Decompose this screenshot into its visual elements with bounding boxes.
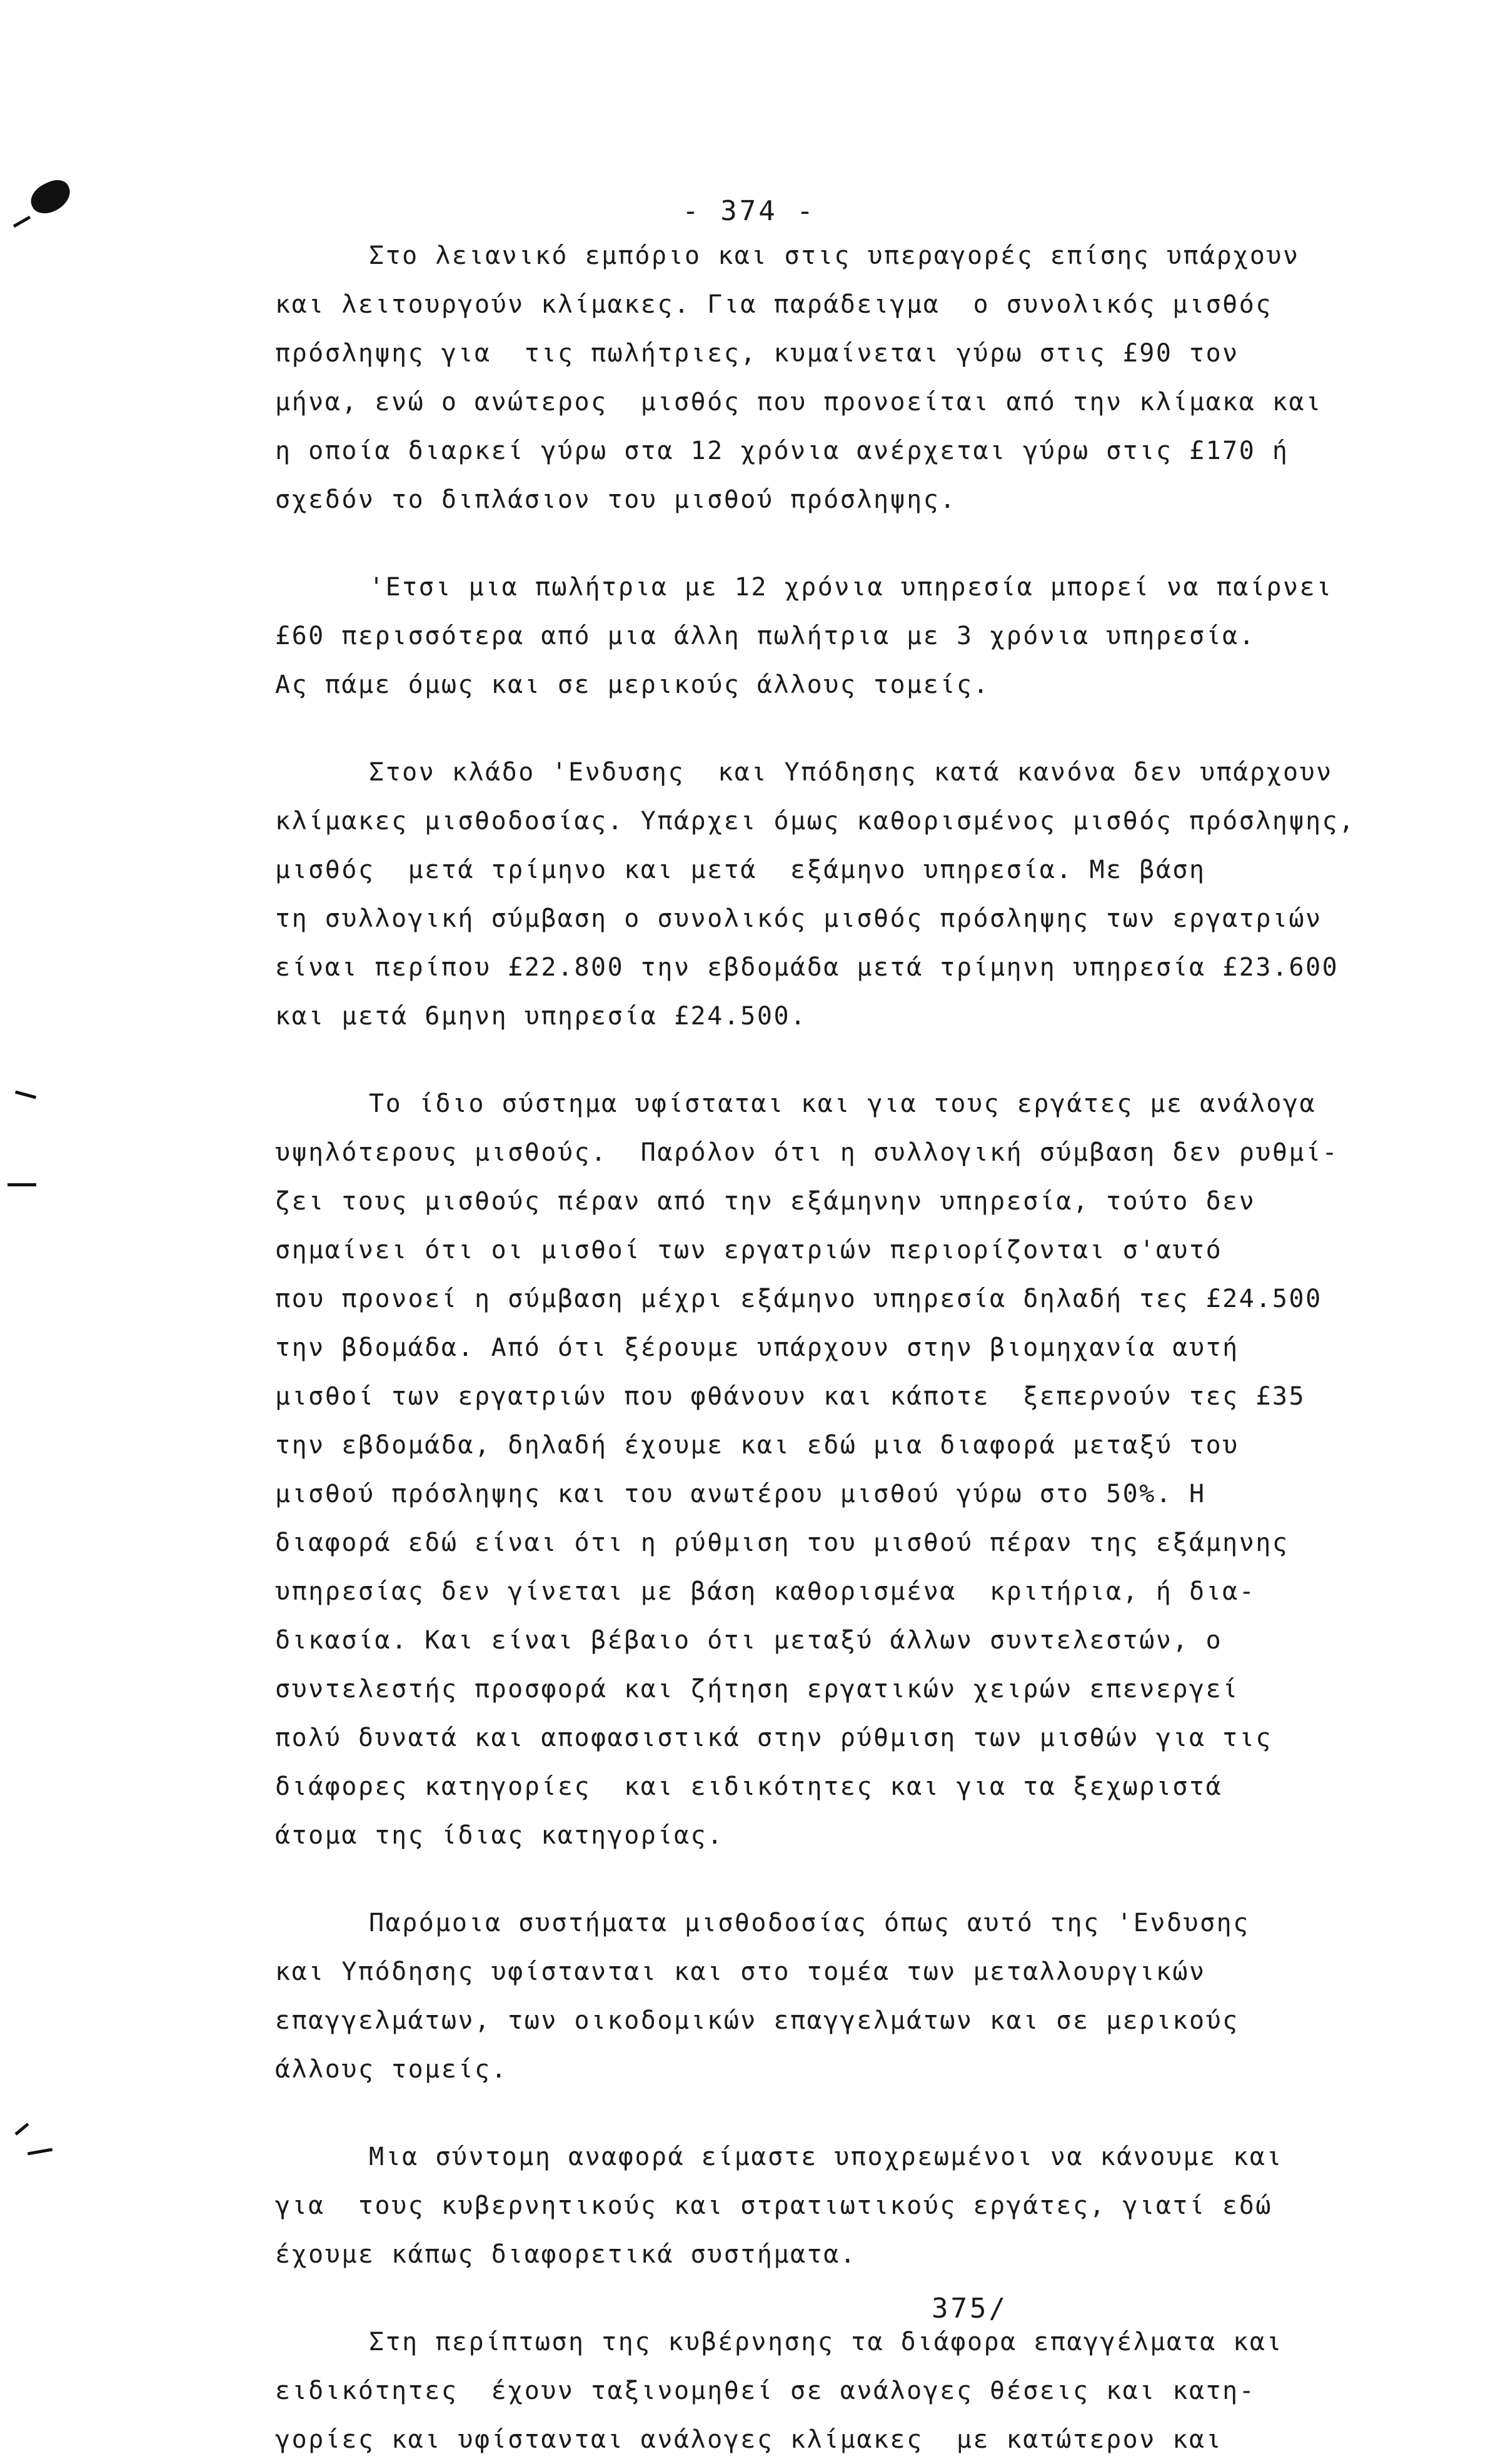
text-line: διαφορά εδώ είναι ότι η ρύθμιση του μισθού πέραν της εξάμηνης: [275, 1528, 1289, 1557]
text-line: Μια σύντομη αναφορά είμαστε υποχρεωμένοι να κάνουμε και: [369, 2143, 1284, 2171]
text-line: και Υπόδησης υφίστανται και στο τομέα των μεταλλουργικών: [275, 1957, 1206, 1986]
text-line: ζει τους μισθούς πέραν από την εξάμηνην υπηρεσία, τούτο δεν: [275, 1187, 1256, 1216]
text-line: πολύ δυνατά και αποφασιστικά στην ρύθμιση των μισθών για τις: [275, 1724, 1272, 1752]
text-line: η οποία διαρκεί γύρω στα 12 χρόνια ανέρχεται γύρω στις £170 ή: [275, 437, 1289, 465]
text-line: Στη περίπτωση της κυβέρνησης τα διάφορα επαγγέλματα και: [369, 2328, 1284, 2356]
text-line: σχεδόν το διπλάσιον του μισθού πρόσληψης.: [275, 485, 957, 514]
text-line: Στο λειανικό εμπόριο και στις υπεραγορές επίσης υπάρχουν: [369, 241, 1300, 270]
paragraph: [275, 563, 1463, 709]
text-line: υπηρεσίας δεν γίνεται με βάση καθορισμένα κριτήρια, ή δια-: [275, 1577, 1256, 1606]
text-line: Παρόμοια συστήματα μισθοδοσίας όπως αυτό της 'Ενδυσης: [369, 1909, 1250, 1937]
paragraph: [275, 231, 1463, 280]
text-line: για τους κυβερνητικούς και στρατιωτικούς εργάτες, γιατί εδώ: [275, 2191, 1272, 2220]
text-line: μήνα, ενώ ο ανώτερος μισθός που προνοείται από την κλίμακα και: [275, 388, 1322, 417]
text-line: μισθοί των εργατριών που φθάνουν και κάποτε ξεπερνούν τες £35: [275, 1382, 1306, 1411]
margin-tick-mark: [28, 2148, 53, 2156]
text-line: μισθός μετά τρίμηνο και μετά εξάμηνο υπηρεσία. Με βάση: [275, 856, 1206, 884]
text-line: και μετά 6μηνη υπηρεσία £24.500.: [275, 1002, 807, 1031]
text-line: την βδομάδα. Από ότι ξέρουμε υπάρχουν στην βιομηχανία αυτή: [275, 1333, 1239, 1362]
document-body: [275, 231, 1463, 2464]
text-line: 'Ετσι μια πωλήτρια με 12 χρόνια υπηρεσία μπορεί να παίρνει: [369, 573, 1333, 602]
paragraph: [275, 748, 1463, 1041]
paragraph: [275, 1079, 1463, 1860]
text-line: Ας πάμε όμως και σε μερικούς άλλους τομείς.: [275, 670, 990, 699]
text-line: δικασία. Και είναι βέβαιο ότι μεταξύ άλλων συντελεστών, ο: [275, 1626, 1223, 1655]
text-line: που προνοεί η σύμβαση μέχρι εξάμηνο υπηρεσία δηλαδή τες £24.500: [275, 1285, 1322, 1313]
text-line: υψηλότερους μισθούς. Παρόλον ότι η συλλογική σύμβαση δεν ρυθμί-: [275, 1138, 1339, 1167]
text-line: επαγγελμάτων, των οικοδομικών επαγγελμάτων και σε μερικούς: [275, 2006, 1239, 2035]
text-line: διάφορες κατηγορίες και ειδικότητες και για τα ξεχωριστά: [275, 1772, 1223, 1801]
text-line: γορίες και υφίστανται ανάλογες κλίμακες με κατώτερον και: [275, 2425, 1223, 2454]
text-line: πρόσληψης για τις πωλήτριες, κυμαίνεται γύρω στις £90 τον: [275, 339, 1239, 368]
paragraph: [275, 1899, 1463, 2094]
text-line: άτομα της ίδιας κατηγορίας.: [275, 1821, 724, 1850]
margin-tick-mark: [15, 1091, 36, 1099]
text-line: έχουμε κάπως διαφορετικά συστήματα.: [275, 2240, 857, 2269]
paragraph: [275, 2318, 1463, 2464]
text-line: άλλους τομείς.: [275, 2055, 508, 2084]
paragraph-continuation: [275, 280, 1463, 524]
text-line: σημαίνει ότι οι μισθοί των εργατριών περιορίζονται σ'αυτό: [275, 1236, 1223, 1265]
text-line: Στον κλάδο 'Ενδυσης και Υπόδησης κατά κανόνα δεν υπάρχουν: [369, 758, 1333, 787]
text-line: Το ίδιο σύστημα υφίσταται και για τους εργάτες με ανάλογα: [369, 1089, 1317, 1118]
page-number: - 374 -: [682, 195, 816, 227]
text-line: την εβδομάδα, δηλαδή έχουμε και εδώ μια διαφορά μεταξύ του: [275, 1431, 1239, 1460]
margin-tick-mark: [14, 2123, 29, 2136]
continuation-page-ref: 375/: [932, 2293, 1008, 2325]
text-line: ειδικότητες έχουν ταξινομηθεί σε ανάλογες θέσεις και κατη-: [275, 2376, 1256, 2405]
text-line: £60 περισσότερα από μια άλλη πωλήτρια με 3 χρόνια υπηρεσία.: [275, 622, 1256, 650]
text-line: και λειτουργούν κλίμακες. Για παράδειγμα ο συνολικός μισθός: [275, 290, 1272, 319]
paragraph: [275, 2133, 1463, 2279]
margin-tick-mark: [8, 1183, 36, 1186]
text-line: κλίμακες μισθοδοσίας. Υπάρχει όμως καθορισμένος μισθός πρόσληψης,: [275, 807, 1355, 836]
text-line: μισθού πρόσληψης και του ανωτέρου μισθού γύρω στο 50%. Η: [275, 1480, 1206, 1508]
text-line: είναι περίπου £22.800 την εβδομάδα μετά τρίμηνη υπηρεσία £23.600: [275, 953, 1339, 982]
text-line: τη συλλογική σύμβαση ο συνολικός μισθός πρόσληψης των εργατριών: [275, 904, 1322, 933]
text-line: συντελεστής προσφορά και ζήτηση εργατικών χειρών επενεργεί: [275, 1675, 1239, 1704]
